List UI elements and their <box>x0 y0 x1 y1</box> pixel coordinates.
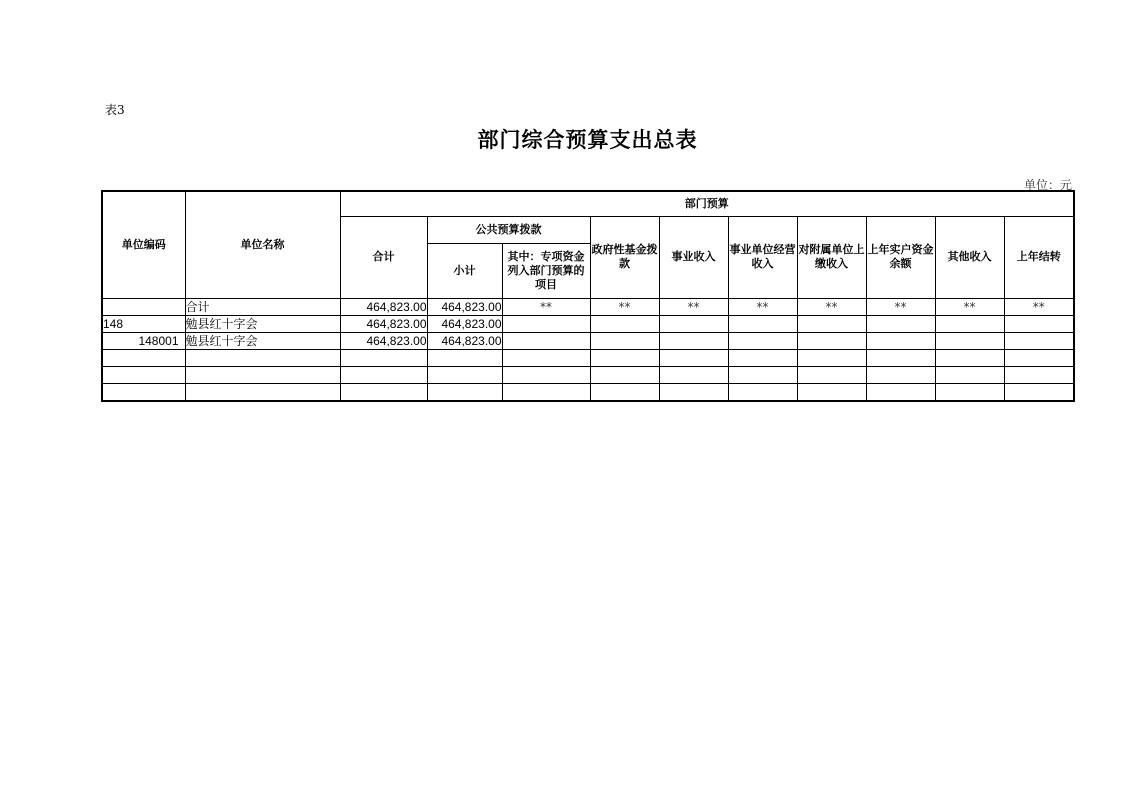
header-prior-carryover: 上年结转 <box>1004 216 1074 298</box>
header-other-income: 其他收入 <box>935 216 1004 298</box>
cell-special <box>502 332 590 349</box>
header-public-budget: 公共预算拨款 <box>427 216 590 243</box>
cell-business-income <box>659 315 728 332</box>
cell-subtotal: 464,823.00 <box>427 332 502 349</box>
cell-prior-balance: ** <box>866 298 935 315</box>
header-business-operating: 事业单位经营收入 <box>728 216 797 298</box>
cell-business-operating: ** <box>728 298 797 315</box>
cell-prior-balance <box>866 315 935 332</box>
table-row <box>102 315 1074 332</box>
cell-business-operating <box>728 315 797 332</box>
cell-prior-carryover <box>1004 332 1074 349</box>
header-total: 合计 <box>340 216 427 298</box>
cell-subtotal: 464,823.00 <box>427 315 502 332</box>
empty-row <box>102 383 1074 401</box>
cell-affiliated <box>797 332 866 349</box>
table-id: 表3 <box>105 103 125 117</box>
header-gov-fund: 政府性基金拨款 <box>590 216 659 298</box>
cell-code <box>102 298 185 315</box>
header-unit-code: 单位编码 <box>102 191 185 298</box>
table-row <box>102 332 1074 349</box>
header-subtotal: 小计 <box>427 243 502 298</box>
table-row-total <box>102 298 1074 315</box>
cell-special <box>502 315 590 332</box>
cell-gov-fund <box>590 332 659 349</box>
unit-note: 单位：元 <box>1023 178 1072 192</box>
cell-name: 合计 <box>185 298 340 315</box>
cell-affiliated <box>797 315 866 332</box>
empty-row <box>102 366 1074 383</box>
cell-code: 148001 <box>102 332 185 349</box>
page-title: 部门综合预算支出总表 <box>477 128 698 152</box>
cell-other-income <box>935 315 1004 332</box>
cell-name: 勉县红十字会 <box>185 315 340 332</box>
header-dept-budget: 部门预算 <box>340 191 1074 216</box>
header-business-income: 事业收入 <box>659 216 728 298</box>
header-special-funds: 其中：专项资金列入部门预算的项目 <box>502 243 590 298</box>
cell-prior-balance <box>866 332 935 349</box>
cell-prior-carryover <box>1004 315 1074 332</box>
cell-total: 464,823.00 <box>340 332 427 349</box>
header-unit-name: 单位名称 <box>185 191 340 298</box>
cell-total: 464,823.00 <box>340 315 427 332</box>
budget-table <box>101 190 1075 402</box>
cell-gov-fund: ** <box>590 298 659 315</box>
cell-business-income: ** <box>659 298 728 315</box>
cell-business-operating <box>728 332 797 349</box>
cell-total: 464,823.00 <box>340 298 427 315</box>
cell-special: ** <box>502 298 590 315</box>
cell-prior-carryover: ** <box>1004 298 1074 315</box>
cell-name: 勉县红十字会 <box>185 332 340 349</box>
cell-other-income: ** <box>935 298 1004 315</box>
cell-subtotal: 464,823.00 <box>427 298 502 315</box>
empty-row <box>102 349 1074 366</box>
cell-gov-fund <box>590 315 659 332</box>
cell-other-income <box>935 332 1004 349</box>
cell-affiliated: ** <box>797 298 866 315</box>
header-prior-balance: 上年实户资金余额 <box>866 216 935 298</box>
header-affiliated: 对附属单位上缴收入 <box>797 216 866 298</box>
cell-business-income <box>659 332 728 349</box>
cell-code: 148 <box>102 315 185 332</box>
